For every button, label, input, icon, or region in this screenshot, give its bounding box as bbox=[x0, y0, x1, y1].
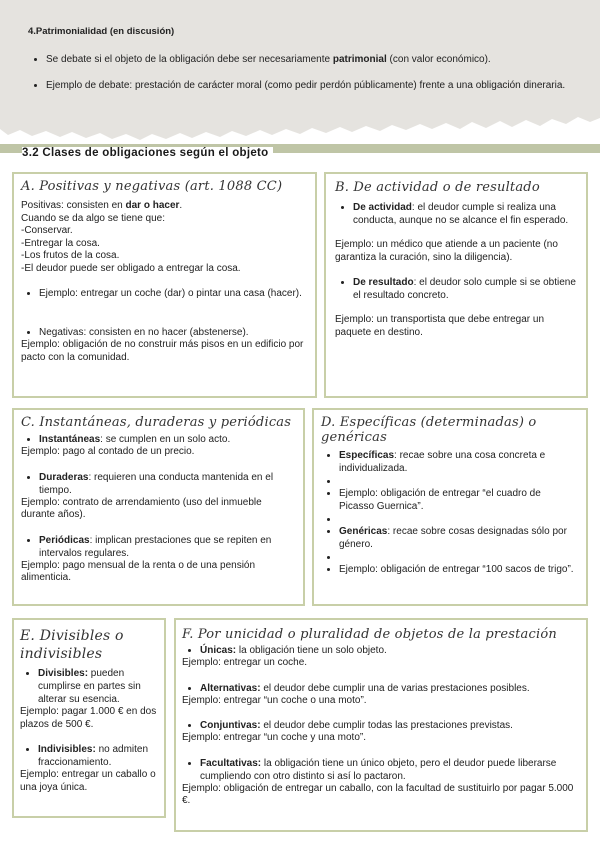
list-item: • Indivisibles: no admiten fraccionamiento. bbox=[38, 743, 158, 769]
paragraph: Ejemplo: entregar “un coche o una moto”. bbox=[182, 694, 367, 706]
box-title: E. Divisibles o indivisibles bbox=[20, 628, 124, 662]
box-positivas-negativas bbox=[12, 172, 317, 398]
patrimonialidad-section bbox=[22, 26, 582, 105]
list-item: • Instantáneas: se cumplen en un solo acto. bbox=[39, 433, 295, 446]
list-item: • Se debate si el objeto de la obligación debe ser necesariamente patrimonial (con valor económico). bbox=[46, 53, 582, 66]
paragraph: -Conservar. bbox=[21, 225, 73, 236]
paragraph: Ejemplo: un transportista que debe entregar un paquete en destino. bbox=[335, 314, 545, 338]
box-instantaneas-duraderas bbox=[12, 408, 305, 606]
empty-list-item bbox=[339, 551, 578, 563]
paragraph: Ejemplo: pagar 1.000 € en dos plazos de 500 €. bbox=[20, 706, 157, 730]
box-title: B. De actividad o de resultado bbox=[335, 180, 540, 195]
list-item: • Negativas: consisten en no hacer (abstenerse). bbox=[39, 326, 307, 339]
box-title: A. Positivas y negativas (art. 1088 CC) bbox=[21, 179, 283, 194]
paragraph: Ejemplo: entregar “un coche y una moto”. bbox=[182, 732, 366, 743]
paragraph: Ejemplo: entregar un coche. bbox=[182, 657, 308, 668]
list-item: • De resultado: el deudor solo cumple si se obtiene el resultado concreto. bbox=[353, 276, 578, 302]
paragraph: -Los frutos de la cosa. bbox=[21, 250, 120, 261]
list-item: • Genéricas: recae sobre cosas designadas sólo por género. bbox=[339, 525, 578, 551]
list-item: • Ejemplo: obligación de entregar “100 sacos de trigo”. bbox=[339, 563, 578, 576]
list-item: • Ejemplo: entregar un coche (dar) o pintar una casa (hacer). bbox=[39, 287, 307, 300]
list-item: • Conjuntivas: el deudor debe cumplir todas las prestaciones previstas. bbox=[200, 719, 578, 732]
paragraph: Ejemplo: pago mensual de la renta o de una pensión alimenticia. bbox=[21, 559, 256, 583]
list-item: • Ejemplo de debate: prestación de carácter moral (como pedir perdón públicamente) frente a una obligación dineraria. bbox=[46, 79, 582, 92]
patrimonialidad-title: 4.Patrimonialidad (en discusión) bbox=[28, 26, 175, 37]
box-actividad-resultado bbox=[324, 172, 588, 398]
list-item: • Alternativas: el deudor debe cumplir una de varias prestaciones posibles. bbox=[200, 682, 578, 695]
box-unicidad-pluralidad bbox=[174, 618, 588, 832]
paragraph: Cuando se da algo se tiene que: bbox=[21, 212, 165, 224]
paragraph: Ejemplo: entregar un caballo o una joya única. bbox=[20, 769, 156, 793]
paragraph: Ejemplo: un médico que atiende a un paciente (no garantiza la curación, sino la diligencia). bbox=[335, 239, 558, 263]
list-item: • Divisibles: pueden cumplirse en partes sin alterar su esencia. bbox=[38, 667, 158, 706]
paragraph: -El deudor puede ser obligado a entregar la cosa. bbox=[21, 262, 241, 274]
box-title: C. Instantáneas, duraderas y periódicas bbox=[21, 415, 292, 430]
list-item: • Periódicas: implican prestaciones que se repiten en intervalos regulares. bbox=[39, 534, 295, 560]
list-item: • Específicas: recae sobre una cosa concreta e individualizada. bbox=[339, 449, 578, 475]
list-item: • Ejemplo: obligación de entregar “el cuadro de Picasso Guernica”. bbox=[339, 487, 578, 513]
list-item: • De actividad: el deudor cumple si realiza una conducta, aunque no se alcance el fin esperado. bbox=[353, 201, 578, 227]
paragraph: Ejemplo: obligación de entregar un caballo, con la facultad de sustituirlo por pagar 5.000 €. bbox=[182, 782, 574, 806]
paragraph: Ejemplo: contrato de arrendamiento (uso del inmueble durante años). bbox=[21, 496, 262, 520]
box-especificas-genericas bbox=[312, 408, 588, 606]
paragraph: -Entregar la cosa. bbox=[21, 237, 100, 249]
box-title: F. Por unicidad o pluralidad de objetos de la prestación bbox=[182, 627, 557, 642]
list-item: • Únicas: la obligación tiene un solo objeto. bbox=[200, 644, 578, 657]
empty-list-item bbox=[339, 475, 578, 487]
paragraph: Positivas: consisten en dar o hacer. bbox=[21, 200, 183, 211]
paragraph: Ejemplo: pago al contado de un precio. bbox=[21, 446, 195, 457]
section-title: 3.2 Clases de obligaciones según el objeto bbox=[22, 147, 273, 159]
box-divisibles-indivisibles bbox=[12, 618, 166, 818]
list-item: • Facultativas: la obligación tiene un único objeto, pero el deudor puede liberarse cumpliendo con otro distinto si así lo pactaron. bbox=[200, 757, 578, 783]
box-title: D. Específicas (determinadas) o genéricas bbox=[321, 415, 537, 445]
list-item: • Duraderas: requieren una conducta mantenida en el tiempo. bbox=[39, 471, 295, 497]
empty-list-item bbox=[339, 513, 578, 525]
paragraph: Ejemplo: obligación de no construir más pisos en un edificio por pacto con la comunidad. bbox=[21, 339, 304, 363]
